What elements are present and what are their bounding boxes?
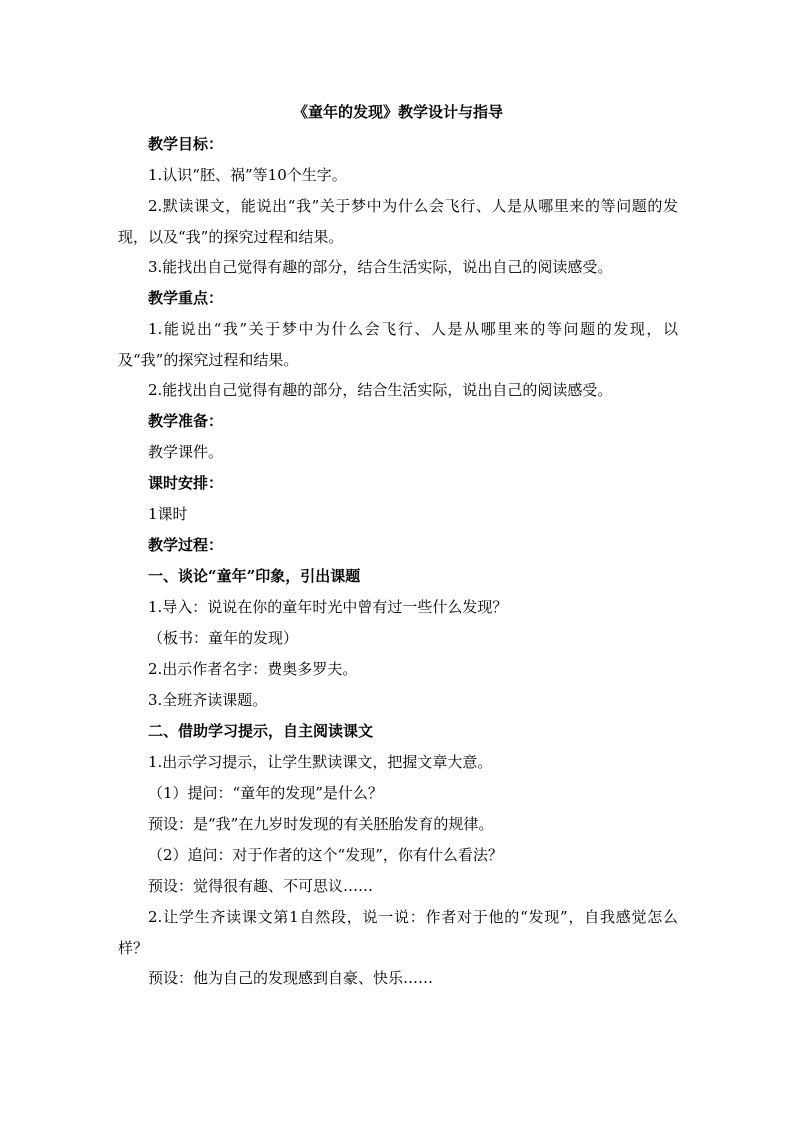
paragraph-answer-2: 预设：觉得很有趣、不可思议…… (148, 877, 374, 895)
heading-teaching-preparation: 教学准备： (148, 412, 224, 430)
heading-teaching-process: 教学过程： (148, 536, 224, 554)
paragraph-schedule: 1课时 (148, 505, 188, 523)
paragraph-goal-2: 2.默读课文，能说出“我”关于梦中为什么会飞行、人是从哪里来的等问题的发现，以及“我”的探究过程和结果。 (118, 197, 678, 246)
paragraph-section-1-item-3: 3.全班齐读课题。 (148, 691, 268, 709)
heading-class-schedule: 课时安排： (148, 474, 224, 492)
document-title: 《童年的发现》教学设计与指导 (292, 103, 503, 121)
heading-teaching-goals: 教学目标： (148, 135, 224, 153)
paragraph-section-2-item-1: 1.出示学习提示，让学生默读课文，把握文章大意。 (148, 753, 493, 771)
paragraph-answer-3: 预设：他为自己的发现感到自豪、快乐…… (148, 969, 434, 987)
paragraph-section-1-item-2: 2.出示作者名字：费奥多罗夫。 (148, 660, 358, 678)
paragraph-goal-3: 3.能找出自己觉得有趣的部分，结合生活实际，说出自己的阅读感受。 (148, 258, 613, 276)
paragraph-goal-1: 1.认识“胚、祸”等10个生字。 (148, 166, 347, 184)
paragraph-question-1: （1）提问：“童年的发现”是什么？ (148, 784, 383, 802)
heading-section-2: 二、借助学习提示，自主阅读课文 (148, 722, 374, 740)
paragraph-question-2: （2）追问：对于作者的这个“发现”，你有什么看法？ (148, 846, 503, 864)
document-body (118, 98, 678, 994)
heading-teaching-focus: 教学重点： (148, 289, 224, 307)
paragraph-board-note: （板书：童年的发现） (148, 629, 299, 647)
paragraph-section-1-item-1: 1.导入：说说在你的童年时光中曾有过一些什么发现？ (148, 598, 508, 616)
paragraph-answer-1: 预设：是“我”在九岁时发现的有关胚胎发育的规律。 (148, 815, 494, 833)
paragraph-focus-1: 1.能说出“我”关于梦中为什么会飞行、人是从哪里来的等问题的发现，以及“我”的探究过程和结果。 (118, 320, 678, 369)
paragraph-section-2-item-2: 2.让学生齐读课文第1自然段，说一说：作者对于他的“发现”，自我感觉怎么样？ (118, 908, 678, 957)
paragraph-preparation: 教学课件。 (148, 443, 224, 461)
paragraph-focus-2: 2.能找出自己觉得有趣的部分，结合生活实际，说出自己的阅读感受。 (148, 381, 613, 399)
heading-section-1: 一、谈论“童年”印象，引出课题 (148, 567, 361, 585)
